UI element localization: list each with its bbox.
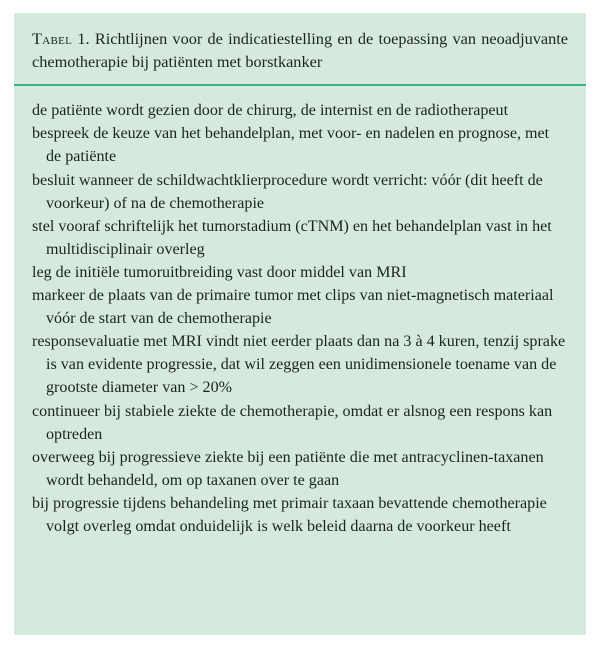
list-item: stel vooraf schriftelijk het tumorstadium (cTNM) en het behandelplan vast in het multidisciplinair overleg <box>32 217 552 258</box>
guideline-list <box>14 86 586 548</box>
list-item: continueer bij stabiele ziekte de chemotherapie, omdat er alsnog een respons kan optreden <box>32 402 553 443</box>
list-item: responsevaluatie met MRI vindt niet eerder plaats dan na 3 à 4 kuren, tenzij sprake is van evidente progressie, dat wil zeggen een unidimensionele toename van de grootste diameter van > 20% <box>32 333 566 397</box>
table-caption-label: Tabel <box>32 29 73 48</box>
list-item: de patiënte wordt gezien door de chirurg, de internist en de radiotherapeut <box>32 102 509 120</box>
list-item: overweeg bij progressieve ziekte bij een patiënte die met antracyclinen-taxanen wordt behandeld, om op taxanen over te gaan <box>32 448 544 489</box>
list-item: bij progressie tijdens behandeling met primair taxaan bevattende chemotherapie volgt overleg omdat onduidelijk is welk beleid daarna de voorkeur heeft <box>32 494 547 535</box>
list-item: bespreek de keuze van het behandelplan, met voor- en nadelen en prognose, met de patiënte <box>32 125 550 166</box>
list-item: besluit wanneer de schildwachtklierprocedure wordt verricht: vóór (dit heeft de voorkeur) of na de chemotherapie <box>32 171 543 212</box>
table-caption <box>14 13 586 84</box>
list-item: markeer de plaats van de primaire tumor met clips van niet-magnetisch materiaal vóór de start van de chemotherapie <box>32 287 554 328</box>
table-caption-text: Richtlijnen voor de indicatiestelling en de toepassing van neoadjuvante chemotherapie bij patiënten met borstkanker <box>32 29 568 72</box>
table-panel <box>14 13 586 635</box>
table-caption-number: 1. <box>77 29 90 48</box>
list-item: leg de initiële tumoruitbreiding vast door middel van MRI <box>32 263 407 281</box>
